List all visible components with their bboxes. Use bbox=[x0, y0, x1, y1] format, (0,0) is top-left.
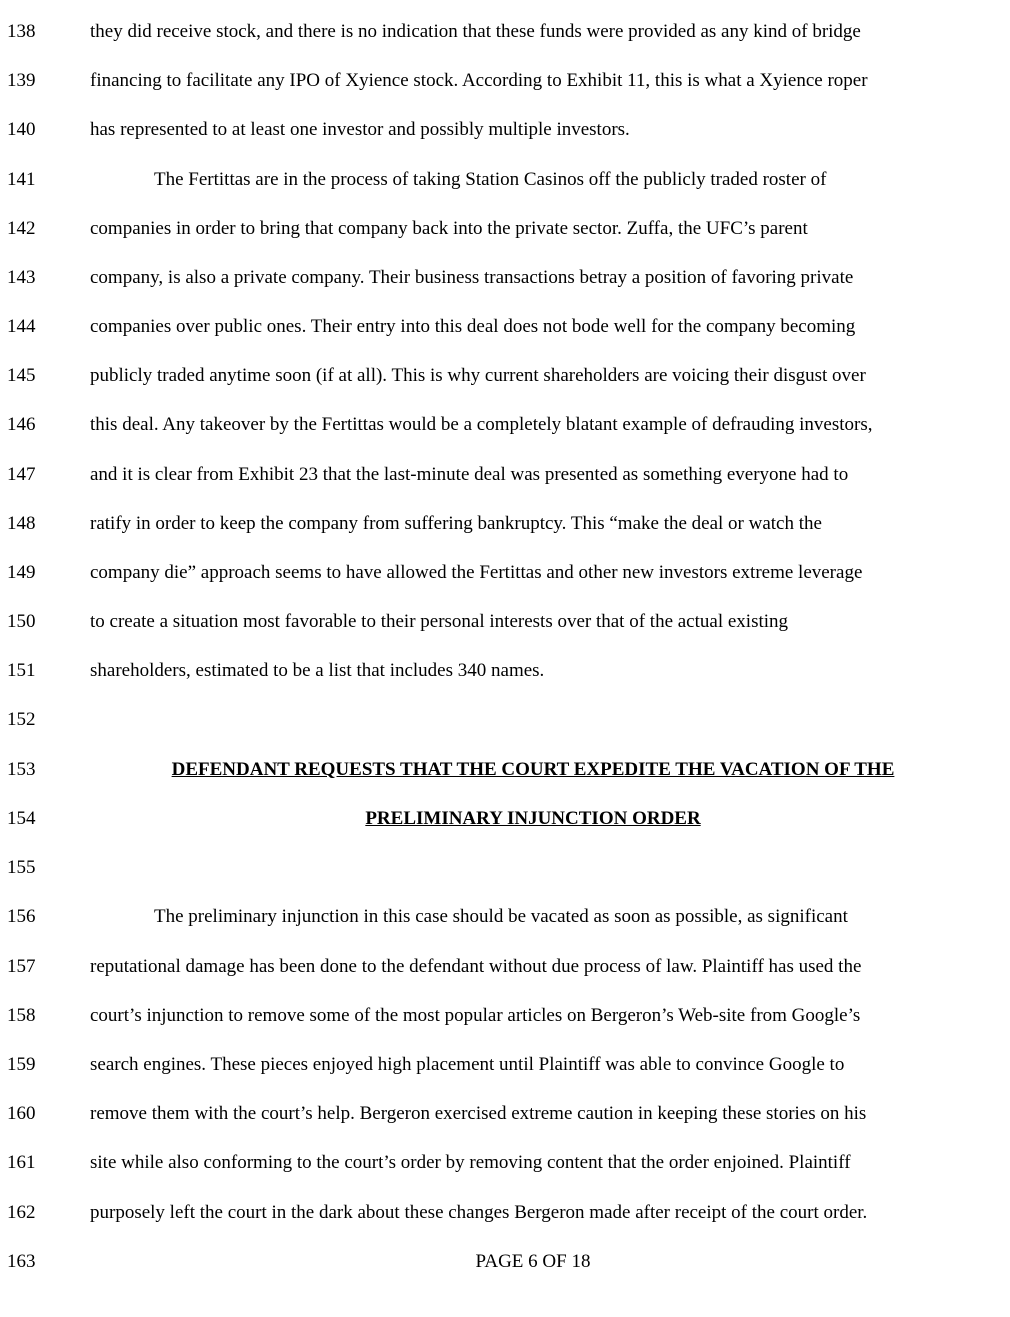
line-number: 146 bbox=[7, 414, 36, 435]
document-line bbox=[0, 952, 1010, 982]
line-number: 153 bbox=[7, 759, 36, 780]
document-line bbox=[0, 410, 1010, 440]
document-line bbox=[0, 66, 1010, 96]
document-line bbox=[0, 1001, 1010, 1031]
document-line bbox=[0, 755, 1010, 785]
line-number: 161 bbox=[7, 1152, 36, 1173]
body-text: company die” approach seems to have allowed the Fertittas and other new investors extreme leverage bbox=[90, 562, 863, 583]
body-text: remove them with the court’s help. Bergeron exercised extreme caution in keeping these stories on his bbox=[90, 1103, 867, 1124]
line-number: 148 bbox=[7, 513, 36, 534]
body-text: search engines. These pieces enjoyed high placement until Plaintiff was able to convince Google to bbox=[90, 1054, 845, 1075]
document-line bbox=[0, 115, 1010, 145]
document-line bbox=[0, 1247, 1010, 1277]
line-number: 140 bbox=[7, 119, 36, 140]
body-text: site while also conforming to the court’s order by removing content that the order enjoined. Plaintiff bbox=[90, 1152, 851, 1173]
line-number: 144 bbox=[7, 316, 36, 337]
body-text: ratify in order to keep the company from suffering bankruptcy. This “make the deal or watch the bbox=[90, 513, 822, 534]
line-number: 155 bbox=[7, 857, 36, 878]
body-text: reputational damage has been done to the defendant without due process of law. Plaintiff has used the bbox=[90, 956, 862, 977]
body-text: financing to facilitate any IPO of Xyience stock. According to Exhibit 11, this is what a Xyience roper bbox=[90, 70, 868, 91]
line-number: 152 bbox=[7, 709, 36, 730]
line-number: 139 bbox=[7, 70, 36, 91]
document-line bbox=[0, 558, 1010, 588]
document-line bbox=[0, 312, 1010, 342]
body-text: has represented to at least one investor and possibly multiple investors. bbox=[90, 119, 630, 140]
document-line bbox=[0, 804, 1010, 834]
body-text: to create a situation most favorable to their personal interests over that of the actual existing bbox=[90, 611, 789, 632]
document-line bbox=[0, 902, 1010, 932]
document-line bbox=[0, 656, 1010, 686]
document-line bbox=[0, 460, 1010, 490]
body-text: purposely left the court in the dark about these changes Bergeron made after receipt of the court order. bbox=[90, 1202, 868, 1223]
body-text: court’s injunction to remove some of the most popular articles on Bergeron’s Web-site from Google’s bbox=[90, 1005, 861, 1026]
line-number: 141 bbox=[7, 169, 36, 190]
document-line bbox=[0, 361, 1010, 391]
body-text: this deal. Any takeover by the Fertittas would be a completely blatant example of defrauding investors, bbox=[90, 414, 873, 435]
document-line bbox=[0, 165, 1010, 195]
body-text: and it is clear from Exhibit 23 that the last-minute deal was presented as something everyone had to bbox=[90, 464, 849, 485]
line-number: 149 bbox=[7, 562, 36, 583]
document-line bbox=[0, 17, 1010, 47]
document-line bbox=[0, 1050, 1010, 1080]
line-number: 163 bbox=[7, 1251, 36, 1272]
paragraph-start-text: The preliminary injunction in this case should be vacated as soon as possible, as significant bbox=[154, 906, 848, 927]
line-number: 150 bbox=[7, 611, 36, 632]
section-heading: PRELIMINARY INJUNCTION ORDER bbox=[365, 808, 701, 829]
document-line bbox=[0, 1148, 1010, 1178]
body-text: shareholders, estimated to be a list that includes 340 names. bbox=[90, 660, 545, 681]
page-footer: PAGE 6 OF 18 bbox=[475, 1251, 591, 1272]
line-number: 147 bbox=[7, 464, 36, 485]
document-line bbox=[0, 509, 1010, 539]
document-line bbox=[0, 1099, 1010, 1129]
body-text: company, is also a private company. Their business transactions betray a position of favoring private bbox=[90, 267, 854, 288]
section-heading: DEFENDANT REQUESTS THAT THE COURT EXPEDITE THE VACATION OF THE bbox=[171, 759, 895, 780]
line-number: 151 bbox=[7, 660, 36, 681]
document-line bbox=[0, 1198, 1010, 1228]
document-line bbox=[0, 607, 1010, 637]
line-number: 157 bbox=[7, 956, 36, 977]
line-number: 159 bbox=[7, 1054, 36, 1075]
body-text: companies in order to bring that company back into the private sector. Zuffa, the UFC’s parent bbox=[90, 218, 808, 239]
line-number: 158 bbox=[7, 1005, 36, 1026]
body-text: they did receive stock, and there is no indication that these funds were provided as any kind of bridge bbox=[90, 21, 861, 42]
line-number: 142 bbox=[7, 218, 36, 239]
document-line bbox=[0, 853, 1010, 883]
line-number: 138 bbox=[7, 21, 36, 42]
document-line bbox=[0, 214, 1010, 244]
paragraph-start-text: The Fertittas are in the process of taking Station Casinos off the publicly traded roster of bbox=[154, 169, 827, 190]
line-number: 145 bbox=[7, 365, 36, 386]
document-line bbox=[0, 263, 1010, 293]
document-line bbox=[0, 705, 1010, 735]
body-text: companies over public ones. Their entry into this deal does not bode well for the company becoming bbox=[90, 316, 856, 337]
line-number: 156 bbox=[7, 906, 36, 927]
body-text: publicly traded anytime soon (if at all). This is why current shareholders are voicing their disgust over bbox=[90, 365, 866, 386]
line-number: 143 bbox=[7, 267, 36, 288]
line-number: 160 bbox=[7, 1103, 36, 1124]
line-number: 154 bbox=[7, 808, 36, 829]
line-number: 162 bbox=[7, 1202, 36, 1223]
